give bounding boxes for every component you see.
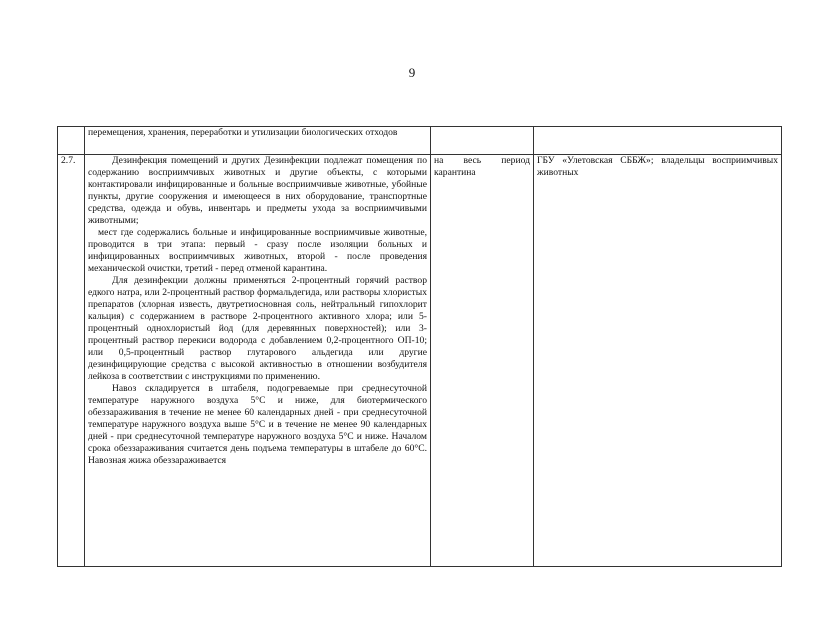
period-cell bbox=[431, 127, 534, 155]
paragraph-disinfectants: Для дезинфекции должны применяться 2-процентный горячий раствор едкого натра, или 2-процентный раствор формальдегида, или растворы хлористых препаратов (хлорная известь, двутретиосновная соль, нейтральный гипохлорит кальция) с содержанием в растворе 2-процентного активного хлора; или 5-процентный однохлористый йод (для деревянных поверхностей); или 3-процентный раствор перекиси водорода с добавлением 0,2-процентного ОП-10; или 0,5-процентный раствор глутарового альдегида или другие дезинфицирующие средства с высокой активностью в отношении возбудителя лейкоза в соответствии с инструкциями по применению. bbox=[88, 275, 427, 382]
paragraph-disinfection-objects: Дезинфекция помещений и других Дезинфекции подлежат помещения по содержанию восприимчивых животных и другие объекты, с которыми контактировали инфицированные и больные восприимчивые животные, убойные пункты, другие сооружения и имеющееся в них оборудование, транспортные средства, одежда и обувь, инвентарь и предметы ухода за восприимчивыми животными; bbox=[88, 155, 427, 226]
measure-text-cell bbox=[85, 127, 431, 155]
paragraph-manure: Навоз складируется в штабеля, подогреваемые при среднесуточной температуре наружного воздуха 5°С и ниже, для биотермического обеззараживания в течение не менее 60 календарных дней - при среднесуточной температуре наружного воздуха выше 5°С и в течение не менее 90 календарных дней - при среднесуточной температуре наружного воздуха 5°С и ниже. Началом срока обеззараживания считается день подъема температуры в штабеле до 60°С. Навозная жижа обеззараживается bbox=[88, 383, 427, 466]
continued-text: перемещения, хранения, переработки и утилизации биологических отходов bbox=[88, 127, 398, 138]
paragraph-disinfection-stages: мест где содержались больные и инфицированные восприимчивые животные, проводится в три этапа: первый - сразу после изоляции больных и инфицированных восприимчивых животных, второй - после проведения механической очистки, третий - перед отменой карантина. bbox=[88, 227, 427, 274]
measure-text-cell bbox=[85, 155, 431, 567]
executors-text: ГБУ «Улетовская СББЖ»; владельцы восприимчивых животных bbox=[537, 155, 778, 178]
row-number-cell bbox=[58, 127, 85, 155]
table-row-continued bbox=[58, 127, 782, 155]
executors-cell bbox=[534, 127, 782, 155]
period-text: на весь период карантина bbox=[434, 155, 530, 178]
period-cell bbox=[431, 155, 534, 567]
page-number: 9 bbox=[408, 65, 416, 80]
row-number: 2.7. bbox=[58, 155, 85, 567]
measures-table bbox=[57, 126, 782, 567]
table-row-2-7 bbox=[58, 155, 782, 567]
executors-cell bbox=[534, 155, 782, 567]
